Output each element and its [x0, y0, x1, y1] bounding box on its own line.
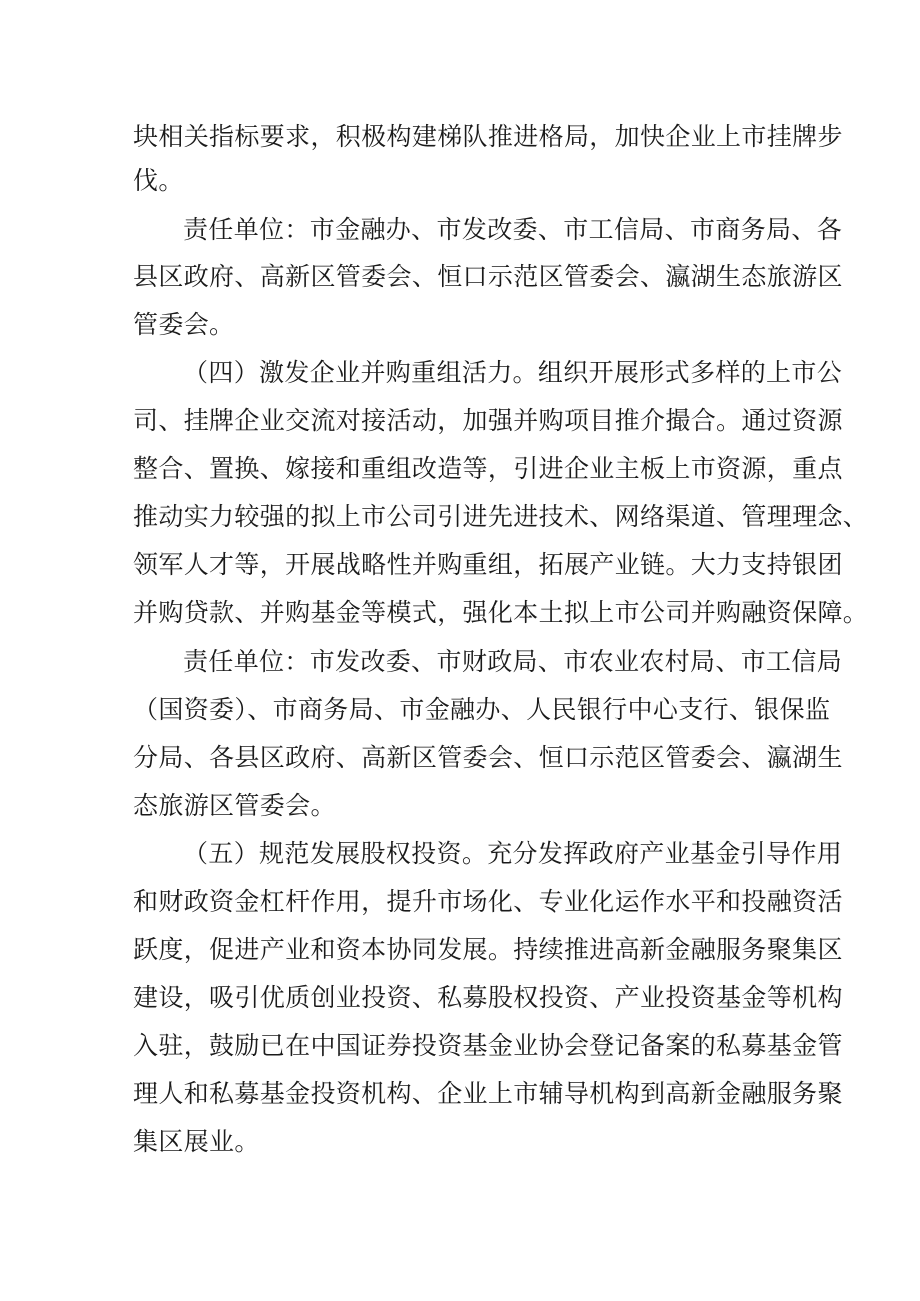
text-line: 态旅游区管委会。	[133, 791, 336, 820]
text-line: （国资委）、市商务局、市金融办、人民银行中心支行、银保监	[133, 695, 831, 724]
section-heading: （四）激发企业并购重组活力。组织开展形式多样的上市公	[183, 358, 843, 387]
text-line: 县区政府、高新区管委会、恒口示范区管委会、瀛湖生态旅游区	[133, 262, 843, 291]
text-line: 伐。	[133, 166, 184, 195]
text-line: 和财政资金杠杆作用，提升市场化、专业化运作水平和投融资活	[133, 887, 843, 916]
text-line: 责任单位：市金融办、市发改委、市工信局、市商务局、各	[183, 215, 843, 244]
text-line: 责任单位：市发改委、市财政局、市农业农村局、市工信局	[183, 647, 843, 676]
text-line: 领军人才等，开展战略性并购重组，拓展产业链。大力支持银团	[133, 550, 843, 579]
text-line: 跃度，促进产业和资本协同发展。持续推进高新金融服务聚集区	[133, 935, 843, 964]
text-line: 管委会。	[133, 310, 235, 339]
section-heading: （五）规范发展股权投资。充分发挥政府产业基金引导作用	[183, 839, 843, 868]
text-line: 司、挂牌企业交流对接活动，加强并购项目推介撮合。通过资源	[133, 406, 843, 435]
text-line: 建设，吸引优质创业投资、私募股权投资、产业投资基金等机构	[133, 983, 843, 1012]
text-line: 块相关指标要求，积极构建梯队推进格局，加快企业上市挂牌步	[133, 122, 843, 151]
text-line: 并购贷款、并购基金等模式，强化本土拟上市公司并购融资保障。	[133, 598, 869, 627]
text-line: 集区展业。	[133, 1127, 260, 1156]
text-line: 整合、置换、嫁接和重组改造等，引进企业主板上市资源，重点	[133, 454, 843, 483]
text-line: 入驻，鼓励已在中国证券投资基金业协会登记备案的私募基金管	[133, 1031, 843, 1060]
text-line: 分局、各县区政府、高新区管委会、恒口示范区管委会、瀛湖生	[133, 743, 843, 772]
text-line: 理人和私募基金投资机构、企业上市辅导机构到高新金融服务聚	[133, 1079, 843, 1108]
text-line: 推动实力较强的拟上市公司引进先进技术、网络渠道、管理理念、	[133, 502, 869, 531]
